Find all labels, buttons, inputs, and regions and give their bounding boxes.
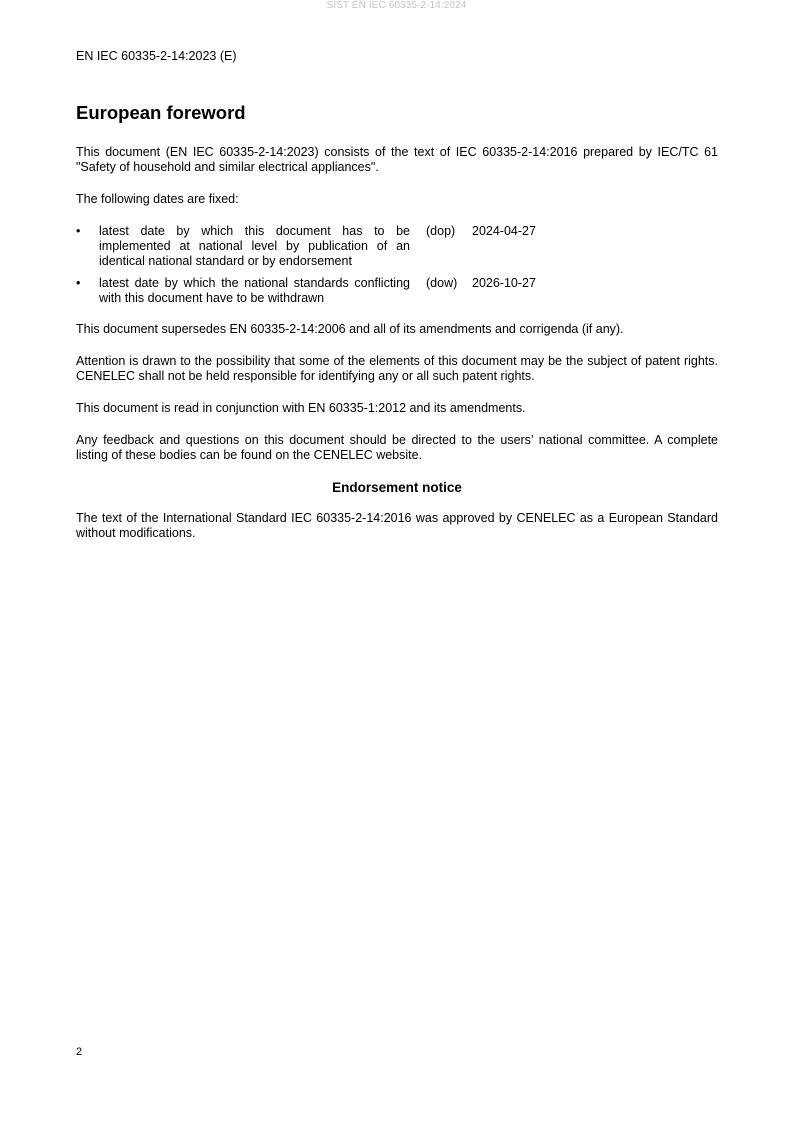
date-item-dop <box>76 224 718 269</box>
date-value: 2026-10-27 <box>472 276 536 290</box>
intro-paragraph: This document (EN IEC 60335-2-14:2023) consists of the text of IEC 60335-2-14:2016 prepared by IEC/TC 61 "Safety of household and similar electrical appliances". <box>76 145 718 174</box>
date-description: latest date by which this document has to be implemented at national level by publication of an identical national standard or by endorsement <box>99 224 410 268</box>
date-item-dow <box>76 276 718 306</box>
page-title: European foreword <box>76 102 246 123</box>
page-content <box>76 102 718 558</box>
document-id-header: EN IEC 60335-2-14:2023 (E) <box>76 49 237 63</box>
endorsement-heading: Endorsement notice <box>332 480 462 495</box>
dates-intro: The following dates are fixed: <box>76 192 239 206</box>
bullet-icon: • <box>76 224 81 238</box>
watermark: SIST EN IEC 60335-2-14:2024 <box>326 0 467 11</box>
endorsement-paragraph: The text of the International Standard IEC 60335-2-14:2016 was approved by CENELEC as a European Standard without modifications. <box>76 511 718 540</box>
page-number: 2 <box>76 1046 83 1058</box>
date-description: latest date by which the national standards conflicting with this document have to be withdrawn <box>99 276 410 305</box>
bullet-icon: • <box>76 276 81 290</box>
dates-list <box>76 224 718 306</box>
conjunction-paragraph: This document is read in conjunction with EN 60335-1:2012 and its amendments. <box>76 401 526 415</box>
supersedes-paragraph: This document supersedes EN 60335-2-14:2006 and all of its amendments and corrigenda (if any). <box>76 322 624 336</box>
date-abbreviation: (dow) <box>426 276 458 290</box>
date-abbreviation: (dop) <box>426 224 456 238</box>
patent-paragraph: Attention is drawn to the possibility that some of the elements of this document may be the subject of patent rights. CENELEC shall not be held responsible for identifying any or all such patent rights. <box>76 354 718 383</box>
feedback-paragraph: Any feedback and questions on this document should be directed to the users’ national committee. A complete listing of these bodies can be found on the CENELEC website. <box>76 433 718 462</box>
date-value: 2024-04-27 <box>472 224 536 238</box>
